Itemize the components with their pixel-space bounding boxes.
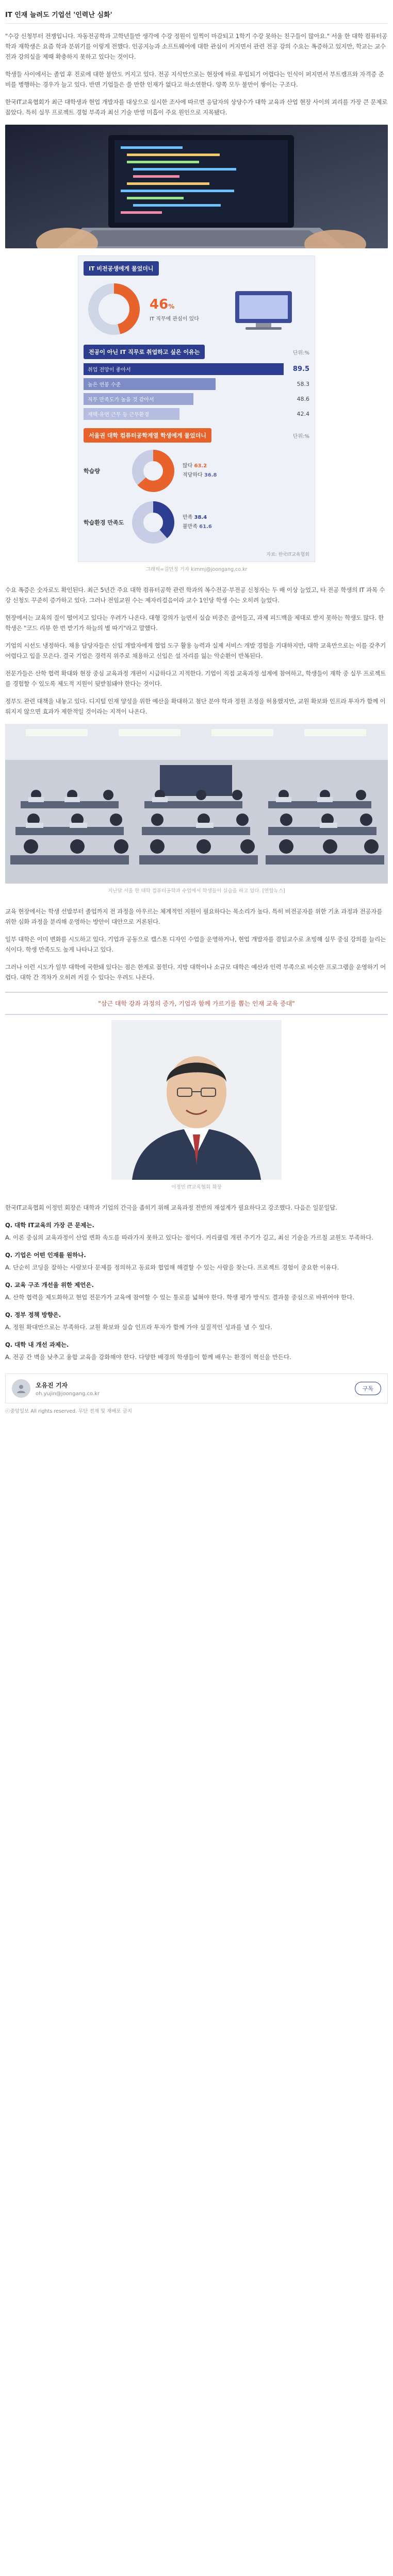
- q1-sub: IT 직무에 관심이 있다: [150, 316, 199, 322]
- portrait-caption: 이정민 IT교육협회 회장: [171, 1184, 222, 1190]
- q2-row-value: 89.5: [292, 365, 309, 373]
- paragraph: 한국IT교육협회 이정민 회장은 대학과 기업의 간극을 좁히기 위해 교육과정 전반의 재설계가 필요하다고 강조했다. 다음은 일문일답.: [5, 1204, 337, 1211]
- laptop-code-photo: [5, 125, 388, 248]
- paragraph: 수요 폭증은 숫자로도 확인된다. 최근 5년간 주요 대학 컴퓨터공학 관련 학과의 복수전공·부전공 신청자는 두 배 이상 늘었고, 타 전공 학생의 IT 과목 수강 신청도 꾸준히 증가하고 있다. 그러나 전임교원 수는 제자리걸음이라 교수 1인당 학생 수는 오히려 늘었다.: [5, 586, 385, 604]
- q2-title: 전공이 아닌 IT 직무로 취업하고 싶은 이유는: [84, 345, 205, 359]
- q3-row-label: 학습환경 만족도: [84, 519, 124, 526]
- reporter-byline: [5, 1374, 388, 1403]
- qa-item: [5, 1311, 388, 1332]
- classroom-photo: [5, 724, 388, 884]
- person-icon: [15, 1383, 27, 1394]
- article-title: IT 인재 늘려도 기업선 '인력난 심화': [5, 5, 388, 24]
- paragraph: 정부도 관련 대책을 내놓고 있다. 디지털 인재 양성을 위한 예산을 확대하고 첨단 분야 학과 정원 조정을 허용했지만, 교원 확보와 인프라 투자가 함께 이뤄지지 않으면 효과가 제한적일 것이라는 지적이 나온다.: [5, 698, 386, 715]
- qa-list: [5, 1221, 388, 1362]
- paragraph: 교육 현장에서는 학생 선발부터 졸업까지 전 과정을 아우르는 체계적인 지원이 필요하다는 목소리가 높다. 특히 비전공자를 위한 기초 과정과 전공자를 위한 심화 과정을 분리해 운영하는 방안이 대안으로 거론된다.: [5, 908, 383, 925]
- q3-title: 서울권 대학 컴퓨터공학계열 학생에게 물었더니: [84, 428, 211, 443]
- paragraph: 그러나 이런 시도가 일부 대학에 국한돼 있다는 점은 한계로 꼽힌다. 지방 대학이나 소규모 대학은 예산과 인력 부족으로 비슷한 프로그램을 운영하기 어렵다. 대학 간 격차가 오히려 커질 수 있다는 우려도 나온다.: [5, 963, 386, 981]
- question: Q. 대학 IT교육의 가장 큰 문제는.: [5, 1222, 94, 1229]
- interviewee-portrait: [111, 1020, 282, 1180]
- infographic-source: 자료: 한국IT교육협회: [266, 552, 309, 557]
- q3-b-label: 적당하다: [183, 472, 203, 478]
- q2-row-label: 취업 전망이 좋아서: [88, 367, 131, 373]
- q2-bar-list: [78, 359, 315, 424]
- q1-pct: 46: [150, 296, 169, 312]
- q3-row-label: 학습량: [84, 468, 100, 474]
- laptop-illustration: [5, 125, 388, 248]
- q2-unit: 단위:%: [292, 350, 309, 356]
- paragraph: "수강 신청부터 전쟁입니다. 자동전공학과 고학년들만 생각에 수강 정원이 일찍이 마감되고 1학기 수강 못하는 친구들이 많아요." 서울 한 대학 컴퓨터공학과 재학생은 요즘 학과 분위기를 이렇게 전했다. 인공지능과 소프트웨어에 대한 관심이 커지면서 관련 전공 강의 수요는 폭증하고 있지만, 학교는 교수진과 강의실을 제때 확충하지 못하고 있다는 것이다.: [5, 32, 387, 60]
- q3-a-label: 만족: [183, 515, 193, 520]
- q3-pie-chart: [130, 448, 176, 494]
- q2-row-value: 42.4: [297, 411, 309, 417]
- answer: A. 정원 확대만으로는 부족하다. 교원 확보와 실습 인프라 투자가 함께 가야 실질적인 성과를 낼 수 있다.: [5, 1324, 272, 1331]
- question: Q. 교육 구조 개선을 위한 제언은.: [5, 1281, 94, 1289]
- qa-item: [5, 1221, 388, 1243]
- copyright-notice: ⓒ중앙일보 All rights reserved. 무단 전재 및 재배포 금지: [5, 1409, 132, 1414]
- infographic-caption: 그래픽=김민정 기자 kimmj@joongang.co.kr: [145, 567, 248, 572]
- q1-donut-chart: [86, 281, 142, 337]
- q3-pie-chart: [130, 499, 176, 546]
- qa-item: [5, 1251, 388, 1273]
- subscribe-button[interactable]: 구독: [355, 1382, 381, 1395]
- q3-row: [84, 448, 309, 494]
- q3-b-label: 불만족: [183, 524, 198, 530]
- q2-row-label: 높은 연봉 수준: [84, 378, 216, 390]
- classroom-illustration: [5, 724, 388, 884]
- q3-row: [84, 499, 309, 546]
- q2-row: [84, 363, 309, 375]
- paragraph: 현장에서는 교육의 질이 떨어지고 있다는 우려가 나온다. 대형 강의가 늘면서 실습 비중은 줄어들고, 과제 피드백을 제대로 받지 못하는 학생도 많다. 한 학생은 "코드 리뷰 한 번 받기가 하늘의 별 따기"라고 말했다.: [5, 614, 384, 632]
- answer: A. 단순히 코딩을 잘하는 사람보다 문제를 정의하고 동료와 협업해 해결할 수 있는 사람을 찾는다. 프로젝트 경험이 중요한 이유다.: [5, 1264, 339, 1271]
- paragraph: 기업의 시선도 냉정하다. 채용 담당자들은 신입 개발자에게 협업 도구 활용 능력과 실제 서비스 개발 경험을 기대하지만, 대학 교육만으로는 이를 갖추기 어렵다고 입을 모은다. 결국 기업은 경력직 위주로 채용하고 신입은 설 자리를 잃는 악순환이 반복된다.: [5, 642, 386, 659]
- answer: A. 이론 중심의 교육과정이 산업 변화 속도를 따라가지 못하고 있다는 점이다. 커리큘럼 개편 주기가 길고, 최신 기술을 가르칠 교원도 부족하다.: [5, 1234, 373, 1241]
- q3-b-value: 36.8: [204, 472, 217, 478]
- q2-row: [84, 393, 309, 405]
- paragraph: 일부 대학은 이미 변화를 시도하고 있다. 기업과 공동으로 캡스톤 디자인 수업을 운영하거나, 현업 개발자를 겸임교수로 초빙해 실무 중심 강의를 늘리는 식이다. 학생 만족도도 높게 나타나고 있다.: [5, 936, 386, 953]
- q3-a-label: 많다: [183, 463, 193, 469]
- q2-row: [84, 378, 309, 390]
- question: Q. 정부 정책 방향은.: [5, 1311, 61, 1318]
- qa-item: [5, 1281, 388, 1302]
- q3-b-value: 61.6: [199, 524, 212, 530]
- answer: A. 전공 간 벽을 낮추고 융합 교육을 강화해야 한다. 다양한 배경의 학생들이 함께 배우는 환경이 혁신을 만든다.: [5, 1353, 291, 1361]
- question: Q. 대학 내 개선 과제는.: [5, 1341, 69, 1348]
- question: Q. 기업은 어떤 인재를 원하나.: [5, 1251, 86, 1259]
- avatar: [12, 1379, 30, 1398]
- paragraph: 학생들 사이에서는 졸업 후 진로에 대한 불안도 커지고 있다. 전공 지식만으로는 현장에 바로 투입되기 어렵다는 인식이 퍼지면서 부트캠프와 자격증 준비를 병행하는 경우가 늘고 있다. 반면 기업들은 쓸 만한 인재가 없다고 하소연한다. 양쪽 모두 불만이 쌓이는 구조다.: [5, 71, 384, 88]
- q2-row-label: 직무 만족도가 높을 것 같아서: [84, 393, 193, 405]
- pull-quote: "삼근 대학 강좌 과정의 증가, 기업과 함께 가르기를 뽑는 인재 교육 증대": [5, 992, 388, 1015]
- classroom-caption: 지난달 서울 한 대학 컴퓨터공학과 수업에서 학생들이 실습을 하고 있다. [연합뉴스]: [108, 888, 285, 894]
- q2-row: [84, 408, 309, 420]
- survey-infographic: [78, 256, 315, 562]
- computer-illustration: [225, 286, 307, 332]
- q2-row-label: 재택·유연 근무 등 근무환경: [84, 408, 179, 420]
- q2-row-value: 58.3: [297, 381, 309, 387]
- paragraph: 한국IT교육협회가 최근 대학생과 현업 개발자를 대상으로 실시한 조사에 따르면 응답자의 상당수가 대학 교육과 산업 현장 사이의 괴리를 가장 큰 문제로 꼽았다. 특히 실무 프로젝트 경험 부족과 최신 기술 반영 미흡이 주요 원인으로 지목됐다.: [5, 98, 388, 116]
- q3-a-value: 38.4: [194, 515, 207, 520]
- qa-item: [5, 1341, 388, 1362]
- q1-section: 46% IT 직무에 관심이 있다: [78, 276, 315, 343]
- paragraph: 전문가들은 산학 협력 확대와 현장 중심 교육과정 개편이 시급하다고 지적한다. 기업이 직접 교육과정 설계에 참여하고, 학생들이 재학 중 실무 프로젝트를 경험할 수 있도록 제도적 지원이 뒷받침돼야 한다는 것이다.: [5, 670, 386, 687]
- reporter-email[interactable]: oh.yujin@joongang.co.kr: [36, 1391, 100, 1397]
- article: [5, 0, 388, 1416]
- q3-unit: 단위:%: [292, 433, 309, 439]
- q3-section: [78, 443, 315, 549]
- person-portrait-illustration: [111, 1020, 282, 1180]
- q2-row-value: 48.6: [297, 396, 309, 402]
- answer: A. 산학 협력을 제도화하고 현업 전문가가 교육에 참여할 수 있는 통로를 넓혀야 한다. 학생 평가 방식도 결과물 중심으로 바뀌어야 한다.: [5, 1294, 354, 1301]
- q3-a-value: 63.2: [194, 463, 207, 469]
- reporter-name: 오유진 기자: [36, 1381, 68, 1389]
- q1-title: IT 비전공생에게 물었더니: [84, 261, 159, 276]
